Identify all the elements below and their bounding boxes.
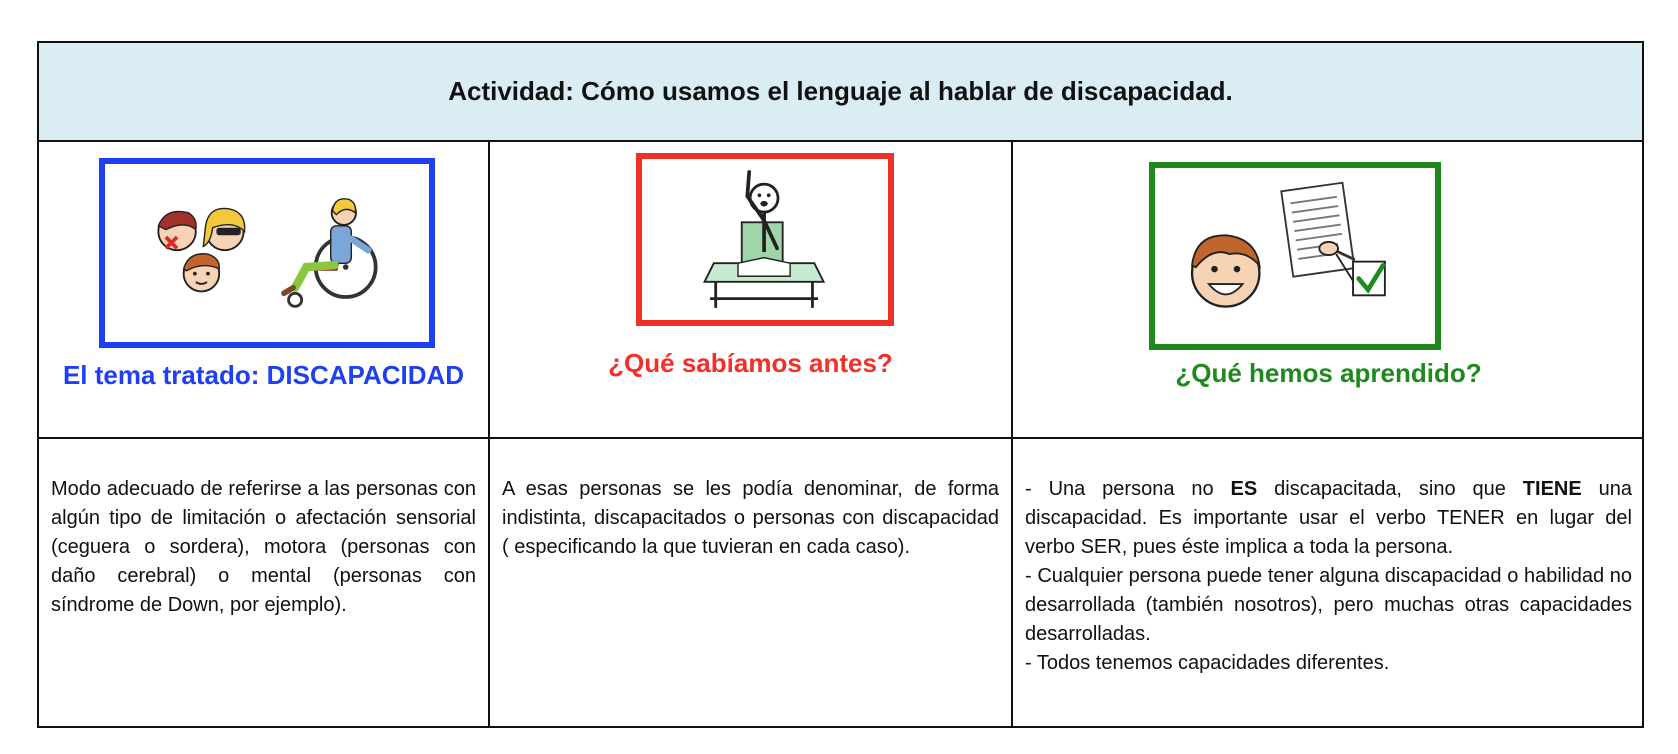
before-caption: ¿Qué sabíamos antes?: [608, 348, 893, 378]
learned-description: [1013, 439, 1644, 726]
learned-point: - Todos tenemos capacidades diferentes.: [1025, 652, 1390, 674]
activity-title: Actividad: Cómo usamos el lenguaje al hablar de discapacidad.: [448, 76, 1233, 106]
student-raising-hand-icon: [636, 153, 894, 326]
topic-paragraph: Modo adecuado de referirse a las personas con algún tipo de limitación o afectación sensorial (ceguera o sordera), motora (personas con daño cerebral) o mental (personas con síndrome de Down, por ejemplo).: [51, 478, 476, 616]
learned-point: - Una persona no ES discapacitada, sino que TIENE una discapacidad. Es importante usar el verbo TENER en lugar del verbo SER, pues éste implica a toda la persona.: [1025, 478, 1632, 558]
emphasis-es: ES: [1230, 478, 1258, 500]
before-description: [490, 439, 1011, 726]
learned-checkmark-icon: [1149, 162, 1441, 350]
topic-caption: El tema tratado: DISCAPACIDAD: [62, 360, 465, 390]
title-row: [39, 43, 1642, 142]
learned-cell: [1013, 142, 1644, 437]
before-paragraph: A esas personas se les podía denominar, de forma indistinta, discapacitados o personas con discapacidad ( especificando la que tuvieran en cada caso).: [502, 478, 999, 558]
topic-description: [39, 439, 488, 726]
learned-caption: ¿Qué hemos aprendido?: [1175, 358, 1482, 388]
learned-point: - Cualquier persona puede tener alguna discapacidad o habilidad no desarrollada (también nosotros), pero muchas otras capacidades desarrolladas.: [1025, 565, 1632, 645]
topic-cell: [39, 142, 488, 437]
people-with-disabilities-icon: [99, 158, 435, 348]
activity-table: [37, 41, 1644, 728]
before-cell: [490, 142, 1011, 437]
emphasis-tiene: TIENE: [1522, 478, 1582, 500]
